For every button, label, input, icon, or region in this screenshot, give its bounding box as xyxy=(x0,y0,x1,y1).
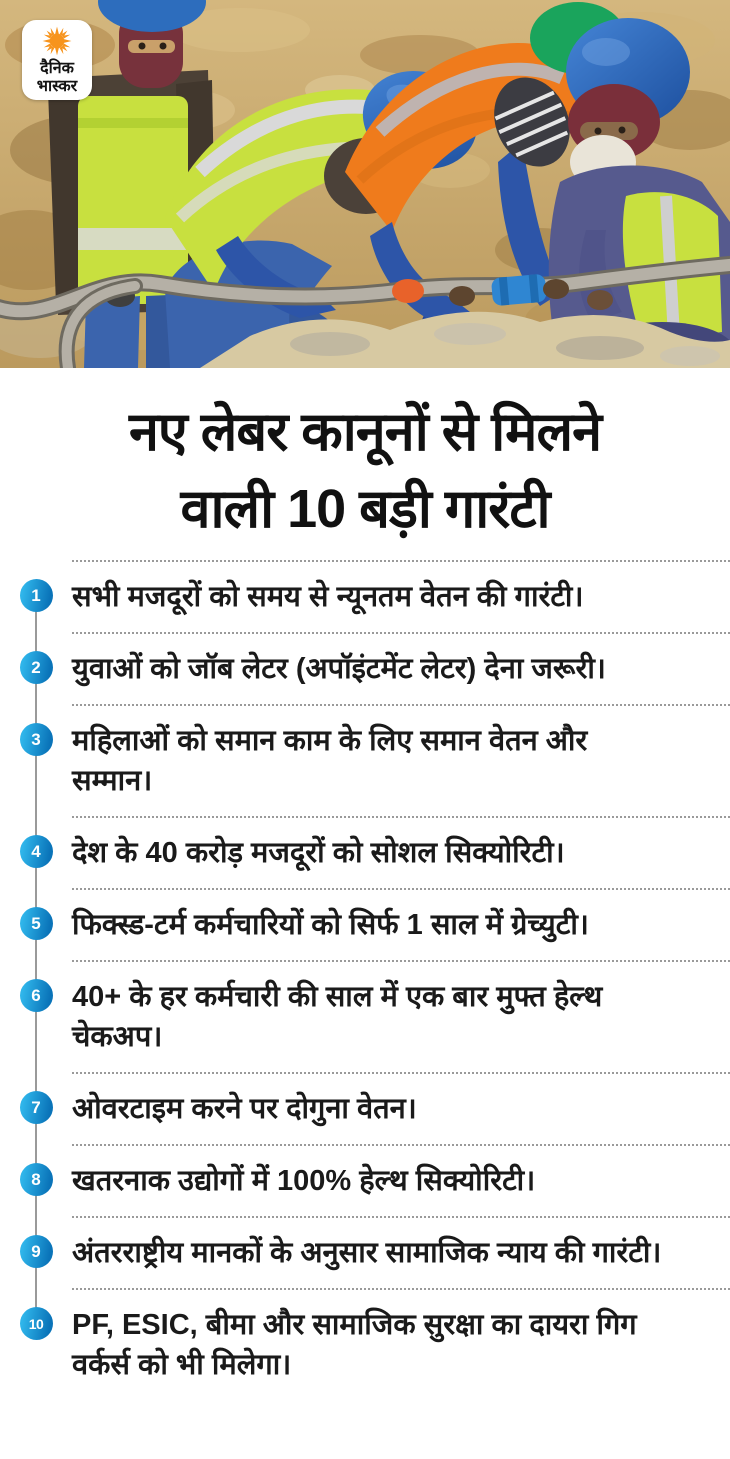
list-item xyxy=(0,960,730,1072)
item-text-column xyxy=(72,560,730,632)
item-badge-column xyxy=(0,560,72,612)
dainik-bhaskar-logo xyxy=(22,20,92,100)
item-text: फिक्स्ड-टर्म कर्मचारियों को सिर्फ 1 साल में ग्रेच्युटी। xyxy=(72,909,589,941)
item-text: ओवरटाइम करने पर दोगुना वेतन। xyxy=(72,1093,417,1125)
list-item xyxy=(0,704,730,816)
item-text-column xyxy=(72,1288,730,1400)
list-item xyxy=(0,560,730,632)
item-number-badge: 9 xyxy=(20,1235,53,1268)
item-number-badge: 8 xyxy=(20,1163,53,1196)
list-item xyxy=(0,1216,730,1288)
item-number-badge: 1 xyxy=(20,579,53,612)
list-item xyxy=(0,888,730,960)
item-number-badge: 2 xyxy=(20,651,53,684)
item-text: महिलाओं को समान काम के लिए समान वेतन और सम्मान। xyxy=(72,725,588,797)
item-number-badge: 3 xyxy=(20,723,53,756)
item-text: PF, ESIC, बीमा और सामाजिक सुरक्षा का दायरा गिग वर्कर्स को भी मिलेगा। xyxy=(72,1309,637,1381)
list-connector-line xyxy=(35,596,37,1324)
item-text-column xyxy=(72,1144,730,1216)
item-number-badge: 10 xyxy=(20,1307,53,1340)
item-text: अंतरराष्ट्रीय मानकों के अनुसार सामाजिक न्याय की गारंटी। xyxy=(72,1237,662,1269)
item-text-column xyxy=(72,1216,730,1288)
orange-glove xyxy=(392,279,424,303)
item-text-column xyxy=(72,960,730,1072)
page-title xyxy=(18,394,712,548)
item-text: देश के 40 करोड़ मजदूरों को सोशल सिक्योरिटी। xyxy=(72,837,565,869)
list-item xyxy=(0,1144,730,1216)
workers-photo xyxy=(0,0,730,368)
list-item xyxy=(0,816,730,888)
page-title-line1: नए लेबर कानूनों से मिलने xyxy=(128,402,602,462)
item-text: खतरनाक उद्योगों में 100% हेल्थ सिक्योरिटी। xyxy=(72,1165,536,1197)
item-text-column xyxy=(72,1072,730,1144)
guarantee-list xyxy=(0,560,730,1400)
title-block xyxy=(0,368,730,554)
list-item xyxy=(0,1288,730,1400)
item-text-column xyxy=(72,632,730,704)
brand-name-line1: दैनिक xyxy=(40,59,74,77)
item-number-badge: 5 xyxy=(20,907,53,940)
sun-icon xyxy=(41,25,73,57)
item-text: युवाओं को जॉब लेटर (अपॉइंटमेंट लेटर) देना जरूरी। xyxy=(72,653,606,685)
item-number-badge: 6 xyxy=(20,979,53,1012)
item-text-column xyxy=(72,888,730,960)
item-number-badge: 7 xyxy=(20,1091,53,1124)
item-number-badge: 4 xyxy=(20,835,53,868)
workers-photo-illustration xyxy=(0,0,730,368)
item-text-column xyxy=(72,816,730,888)
list-item xyxy=(0,1072,730,1144)
item-text: सभी मजदूरों को समय से न्यूनतम वेतन की गारंटी। xyxy=(72,581,584,613)
item-text-column xyxy=(72,704,730,816)
item-text: 40+ के हर कर्मचारी की साल में एक बार मुफ्त हेल्थ चेकअप। xyxy=(72,981,603,1053)
page-title-line2: वाली 10 बड़ी गारंटी xyxy=(180,479,550,539)
brand-name-line2: भास्कर xyxy=(36,77,78,95)
list-item xyxy=(0,632,730,704)
